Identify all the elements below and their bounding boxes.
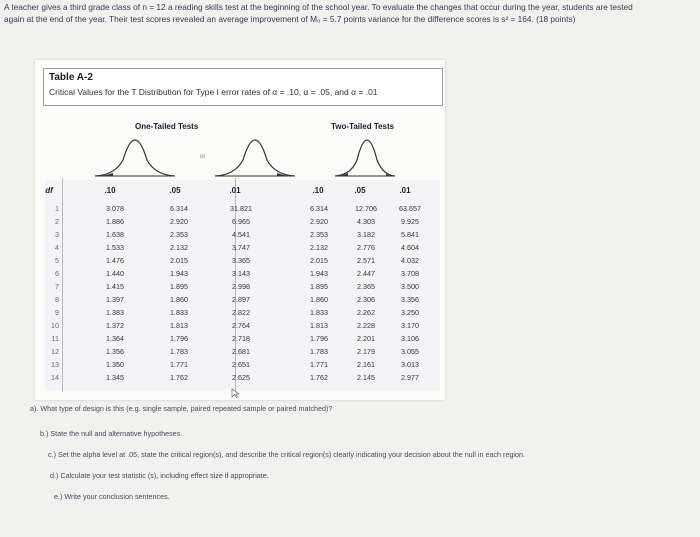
header-one-01: .01 [229, 186, 241, 195]
cell-df: 11 [51, 334, 59, 343]
cell-one-10: 3.078 [106, 204, 124, 213]
cell-df: 2 [55, 217, 59, 226]
cell-one-10: 1.364 [106, 334, 124, 343]
cell-two-01: 2.977 [401, 373, 419, 382]
cell-one-01: 3.143 [232, 269, 250, 278]
cell-df: 5 [55, 256, 59, 265]
cell-df: 10 [51, 321, 59, 330]
cell-one-05: 6.314 [170, 204, 188, 213]
cell-one-10: 1.476 [106, 256, 124, 265]
cell-one-05: 1.783 [170, 347, 188, 356]
cell-df: 1 [55, 204, 59, 213]
cell-one-01: 6.965 [232, 217, 250, 226]
table-row [35, 241, 445, 254]
cell-df: 6 [55, 269, 59, 278]
cell-one-05: 1.771 [170, 360, 188, 369]
cell-two-10: 1.860 [310, 295, 328, 304]
one-tailed-heading: One-Tailed Tests [135, 122, 199, 131]
table-row [35, 280, 445, 293]
cell-two-10: 1.895 [310, 282, 328, 291]
distribution-curves [95, 130, 395, 182]
cell-two-01: 63.657 [399, 204, 421, 213]
header-two-01: .01 [399, 186, 411, 195]
cell-one-05: 1.895 [170, 282, 188, 291]
cell-two-10: 1.783 [310, 347, 328, 356]
cell-df: 3 [55, 230, 59, 239]
cell-one-01: 2.625 [232, 373, 250, 382]
cell-one-01: 2.998 [232, 282, 250, 291]
cell-two-01: 3.106 [401, 334, 419, 343]
cell-df: 13 [51, 360, 59, 369]
problem-line-1: A teacher gives a third grade class of n = 12 a reading skills test at the beginning of the school year. To evaluate the changes that occur during the year, students are tested [4, 2, 633, 12]
curve-two-tail-icon [335, 140, 395, 176]
cell-one-01: 2.651 [232, 360, 250, 369]
cell-two-05: 2.306 [357, 295, 375, 304]
header-one-10: .10 [104, 186, 116, 195]
cell-df: 8 [55, 295, 59, 304]
cell-two-01: 3.013 [401, 360, 419, 369]
cell-one-05: 2.353 [170, 230, 188, 239]
cell-two-05: 2.201 [357, 334, 375, 343]
cell-one-01: 2.764 [232, 321, 250, 330]
two-tailed-heading: Two-Tailed Tests [331, 122, 395, 131]
cell-one-05: 1.833 [170, 308, 188, 317]
cell-one-10: 1.372 [106, 321, 124, 330]
cell-df: 9 [55, 308, 59, 317]
table-row [35, 306, 445, 319]
cell-one-01: 31.821 [230, 204, 252, 213]
cell-two-05: 2.571 [357, 256, 375, 265]
cell-two-10: 1.762 [310, 373, 328, 382]
table-row [35, 254, 445, 267]
or-label: or [200, 154, 206, 160]
cell-one-10: 1.638 [106, 230, 124, 239]
cell-two-01: 3.250 [401, 308, 419, 317]
cell-df: 4 [55, 243, 59, 252]
mouse-cursor-icon [231, 388, 241, 398]
cell-two-05: 2.145 [357, 373, 375, 382]
cell-one-05: 1.762 [170, 373, 188, 382]
table-row [35, 332, 445, 345]
table-row [35, 371, 445, 384]
cell-two-05: 2.179 [357, 347, 375, 356]
cell-one-05: 2.132 [170, 243, 188, 252]
table-body [35, 202, 445, 384]
cell-two-10: 1.833 [310, 308, 328, 317]
cell-two-10: 2.132 [310, 243, 328, 252]
cell-one-10: 1.383 [106, 308, 124, 317]
question-c: c.) Set the alpha level at .05, state the critical region(s), and describe the critical region(s) clearly indicating your decision about the null in each region. [48, 450, 526, 459]
cell-two-05: 4.303 [357, 217, 375, 226]
table-title: Table A-2 [49, 72, 93, 83]
problem-statement [4, 2, 694, 25]
header-two-10: .10 [312, 186, 324, 195]
cell-two-01: 3.500 [401, 282, 419, 291]
cell-two-01: 3.708 [401, 269, 419, 278]
cell-one-05: 1.943 [170, 269, 188, 278]
table-row [35, 202, 445, 215]
table-row [35, 293, 445, 306]
cell-one-05: 2.015 [170, 256, 188, 265]
cell-two-01: 3.055 [401, 347, 419, 356]
cell-one-05: 2.920 [170, 217, 188, 226]
cell-one-05: 1.860 [170, 295, 188, 304]
cell-two-01: 4.604 [401, 243, 419, 252]
table-subtitle: Critical Values for the T Distribution for Type I error rates of α = .10, α = .05, and α = .01 [49, 87, 378, 97]
table-header-row [35, 186, 445, 200]
curve-right-tail-icon [215, 140, 295, 176]
cell-one-10: 1.345 [106, 373, 124, 382]
table-row [35, 319, 445, 332]
cell-one-10: 1.415 [106, 282, 124, 291]
cell-two-10: 2.353 [310, 230, 328, 239]
cell-two-05: 2.447 [357, 269, 375, 278]
table-title-block [43, 68, 443, 106]
cell-one-05: 1.796 [170, 334, 188, 343]
cell-one-10: 1.886 [106, 217, 124, 226]
table-row [35, 345, 445, 358]
t-table-image [35, 60, 445, 400]
cell-one-01: 4.541 [232, 230, 250, 239]
cell-two-05: 3.182 [357, 230, 375, 239]
cell-one-01: 2.681 [232, 347, 250, 356]
cell-one-05: 1.813 [170, 321, 188, 330]
cell-two-01: 4.032 [401, 256, 419, 265]
cell-one-01: 2.897 [232, 295, 250, 304]
cell-df: 7 [55, 282, 59, 291]
cell-two-01: 3.170 [401, 321, 419, 330]
cell-one-01: 2.718 [232, 334, 250, 343]
cell-two-05: 12.706 [355, 204, 377, 213]
cell-two-10: 1.813 [310, 321, 328, 330]
cell-one-01: 2.822 [232, 308, 250, 317]
curve-left-tail-icon [95, 140, 175, 176]
cell-two-05: 2.161 [357, 360, 375, 369]
cell-two-05: 2.262 [357, 308, 375, 317]
cell-two-01: 5.841 [401, 230, 419, 239]
header-one-05: .05 [169, 186, 181, 195]
cell-one-10: 1.533 [106, 243, 124, 252]
table-row [35, 267, 445, 280]
question-b: b.) State the null and alternative hypotheses. [40, 429, 183, 438]
cell-one-10: 1.350 [106, 360, 124, 369]
cell-two-10: 2.015 [310, 256, 328, 265]
cell-two-10: 1.796 [310, 334, 328, 343]
cell-one-10: 1.356 [106, 347, 124, 356]
question-a: a). What type of design is this (e.g. single sample, paired repeated sample or paired matched)? [30, 404, 333, 413]
cell-two-10: 6.314 [310, 204, 328, 213]
cell-one-01: 3.747 [232, 243, 250, 252]
cell-two-01: 3.356 [401, 295, 419, 304]
cell-two-05: 2.365 [357, 282, 375, 291]
cell-one-10: 1.440 [106, 269, 124, 278]
question-e: e.) Write your conclusion sentences. [54, 492, 170, 501]
table-row [35, 215, 445, 228]
cell-one-01: 3.365 [232, 256, 250, 265]
cell-two-05: 2.776 [357, 243, 375, 252]
cell-two-10: 2.920 [310, 217, 328, 226]
cell-df: 12 [51, 347, 59, 356]
cell-two-01: 9.925 [401, 217, 419, 226]
cell-one-10: 1.397 [106, 295, 124, 304]
cell-two-10: 1.943 [310, 269, 328, 278]
header-df: df [45, 186, 53, 195]
table-row [35, 228, 445, 241]
table-row [35, 358, 445, 371]
problem-line-2: again at the end of the year. Their test scores revealed an average improvement of M₀ = 5.7 points variance for the difference scores is s² = 164. (18 points) [4, 13, 576, 24]
header-two-05: .05 [354, 186, 366, 195]
question-d: d.) Calculate your test statistic (s), including effect size if appropriate. [50, 471, 269, 480]
cell-two-05: 2.228 [357, 321, 375, 330]
cell-two-10: 1.771 [310, 360, 328, 369]
cell-df: 14 [51, 373, 59, 382]
